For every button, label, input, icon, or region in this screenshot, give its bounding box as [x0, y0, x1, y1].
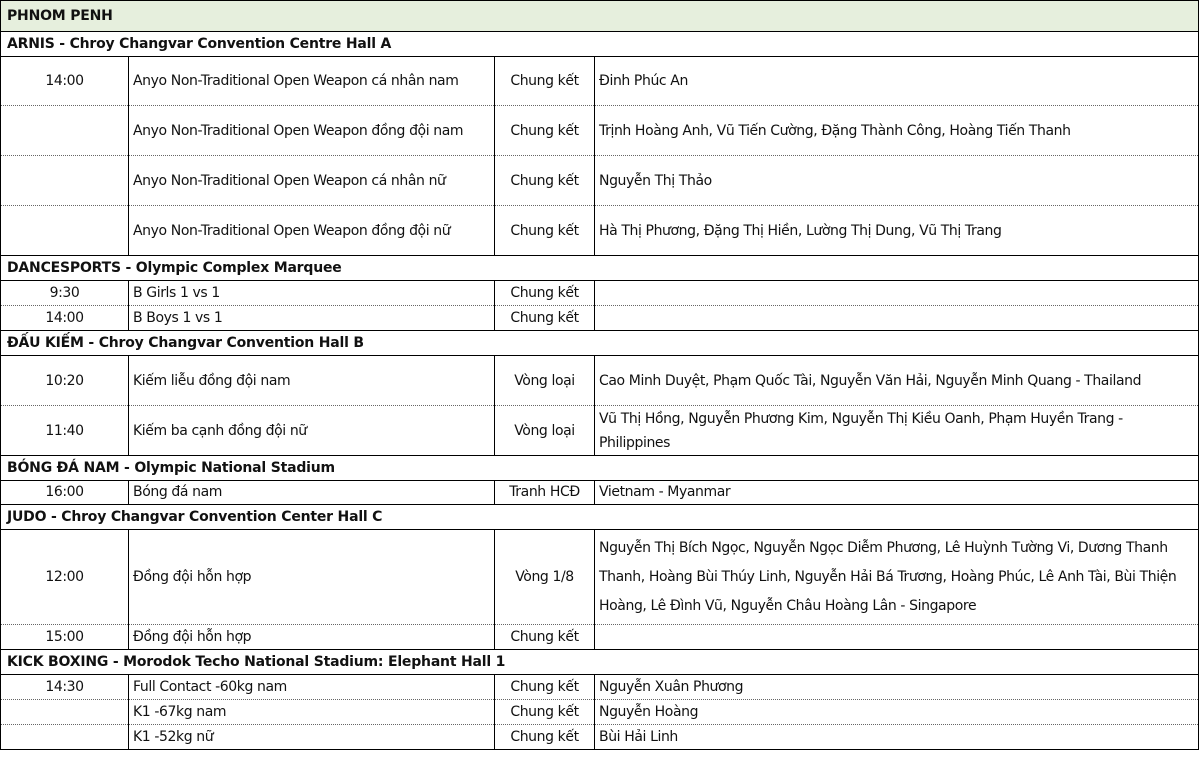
schedule-row — [1, 530, 1199, 625]
event-time — [1, 700, 129, 725]
section-title: ARNIS - Chroy Changvar Convention Centre Hall A — [1, 32, 1199, 57]
event-athletes: Nguyễn Hoàng — [595, 700, 1199, 725]
event-stage: Chung kết — [495, 700, 595, 725]
event-name: Anyo Non-Traditional Open Weapon đồng đội nam — [129, 106, 495, 156]
event-name: Đồng đội hỗn hợp — [129, 530, 495, 625]
section-title: KICK BOXING - Morodok Techo National Stadium: Elephant Hall 1 — [1, 650, 1199, 675]
event-name: Full Contact -60kg nam — [129, 675, 495, 700]
event-time: 15:00 — [1, 625, 129, 650]
event-time: 10:20 — [1, 356, 129, 406]
schedule-row — [1, 406, 1199, 456]
event-time: 12:00 — [1, 530, 129, 625]
event-athletes: Nguyễn Thị Thảo — [595, 156, 1199, 206]
event-athletes — [595, 625, 1199, 650]
event-time: 11:40 — [1, 406, 129, 456]
event-name: B Boys 1 vs 1 — [129, 306, 495, 331]
section-title: JUDO - Chroy Changvar Convention Center Hall C — [1, 505, 1199, 530]
event-time — [1, 106, 129, 156]
schedule-row — [1, 281, 1199, 306]
event-stage: Chung kết — [495, 156, 595, 206]
event-stage: Chung kết — [495, 675, 595, 700]
event-name: Kiếm liễu đồng đội nam — [129, 356, 495, 406]
event-time — [1, 206, 129, 256]
schedule-row — [1, 206, 1199, 256]
event-name: Anyo Non-Traditional Open Weapon cá nhân nữ — [129, 156, 495, 206]
event-stage: Vòng 1/8 — [495, 530, 595, 625]
event-stage: Chung kết — [495, 106, 595, 156]
event-name: Kiếm ba cạnh đồng đội nữ — [129, 406, 495, 456]
event-time: 16:00 — [1, 481, 129, 505]
event-stage: Chung kết — [495, 281, 595, 306]
event-athletes: Bùi Hải Linh — [595, 725, 1199, 750]
event-name: K1 -52kg nữ — [129, 725, 495, 750]
event-stage: Vòng loại — [495, 356, 595, 406]
schedule-row — [1, 725, 1199, 750]
event-stage: Vòng loại — [495, 406, 595, 456]
event-athletes: Cao Minh Duyệt, Phạm Quốc Tài, Nguyễn Văn Hải, Nguyễn Minh Quang - Thailand — [595, 356, 1199, 406]
section-title: BÓNG ĐÁ NAM - Olympic National Stadium — [1, 456, 1199, 481]
event-athletes: Nguyễn Thị Bích Ngọc, Nguyễn Ngọc Diễm Phương, Lê Huỳnh Tường Vi, Dương Thanh Thanh, Hoàng Bùi Thúy Linh, Nguyễn Hải Bá Trương, Hoàng Phúc, Lê Anh Tài, Bùi Thiện Hoàng, Lê Đình Vũ, Nguyễn Châu Hoàng Lân - Singapore — [595, 530, 1199, 625]
schedule-row — [1, 675, 1199, 700]
event-stage: Chung kết — [495, 206, 595, 256]
schedule-row — [1, 481, 1199, 505]
event-time — [1, 156, 129, 206]
schedule-row — [1, 106, 1199, 156]
section-header-row — [1, 32, 1199, 57]
event-stage: Chung kết — [495, 725, 595, 750]
event-athletes: Hà Thị Phương, Đặng Thị Hiền, Lường Thị Dung, Vũ Thị Trang — [595, 206, 1199, 256]
event-time: 14:00 — [1, 57, 129, 106]
section-header-row — [1, 456, 1199, 481]
schedule-row — [1, 57, 1199, 106]
schedule-row — [1, 356, 1199, 406]
event-athletes — [595, 306, 1199, 331]
event-name: Anyo Non-Traditional Open Weapon đồng đội nữ — [129, 206, 495, 256]
event-athletes — [595, 281, 1199, 306]
event-athletes: Vietnam - Myanmar — [595, 481, 1199, 505]
event-stage: Chung kết — [495, 625, 595, 650]
section-header-row — [1, 256, 1199, 281]
event-athletes: Đinh Phúc An — [595, 57, 1199, 106]
event-name: Đồng đội hỗn hợp — [129, 625, 495, 650]
city-title: PHNOM PENH — [1, 1, 1199, 32]
schedule-row — [1, 156, 1199, 206]
schedule-row — [1, 625, 1199, 650]
event-time — [1, 725, 129, 750]
event-time: 14:30 — [1, 675, 129, 700]
event-time: 9:30 — [1, 281, 129, 306]
schedule-row — [1, 700, 1199, 725]
event-athletes: Trịnh Hoàng Anh, Vũ Tiến Cường, Đặng Thành Công, Hoàng Tiến Thanh — [595, 106, 1199, 156]
section-title: DANCESPORTS - Olympic Complex Marquee — [1, 256, 1199, 281]
section-title: ĐẤU KIẾM - Chroy Changvar Convention Hall B — [1, 331, 1199, 356]
event-athletes: Nguyễn Xuân Phương — [595, 675, 1199, 700]
section-header-row — [1, 331, 1199, 356]
event-name: B Girls 1 vs 1 — [129, 281, 495, 306]
event-name: K1 -67kg nam — [129, 700, 495, 725]
schedule-row — [1, 306, 1199, 331]
event-athletes: Vũ Thị Hồng, Nguyễn Phương Kim, Nguyễn Thị Kiều Oanh, Phạm Huyền Trang - Philippines — [595, 406, 1199, 456]
event-stage: Chung kết — [495, 306, 595, 331]
section-header-row — [1, 505, 1199, 530]
event-name: Anyo Non-Traditional Open Weapon cá nhân nam — [129, 57, 495, 106]
city-header-row — [1, 1, 1199, 32]
event-time: 14:00 — [1, 306, 129, 331]
event-stage: Chung kết — [495, 57, 595, 106]
event-stage: Tranh HCĐ — [495, 481, 595, 505]
event-name: Bóng đá nam — [129, 481, 495, 505]
section-header-row — [1, 650, 1199, 675]
